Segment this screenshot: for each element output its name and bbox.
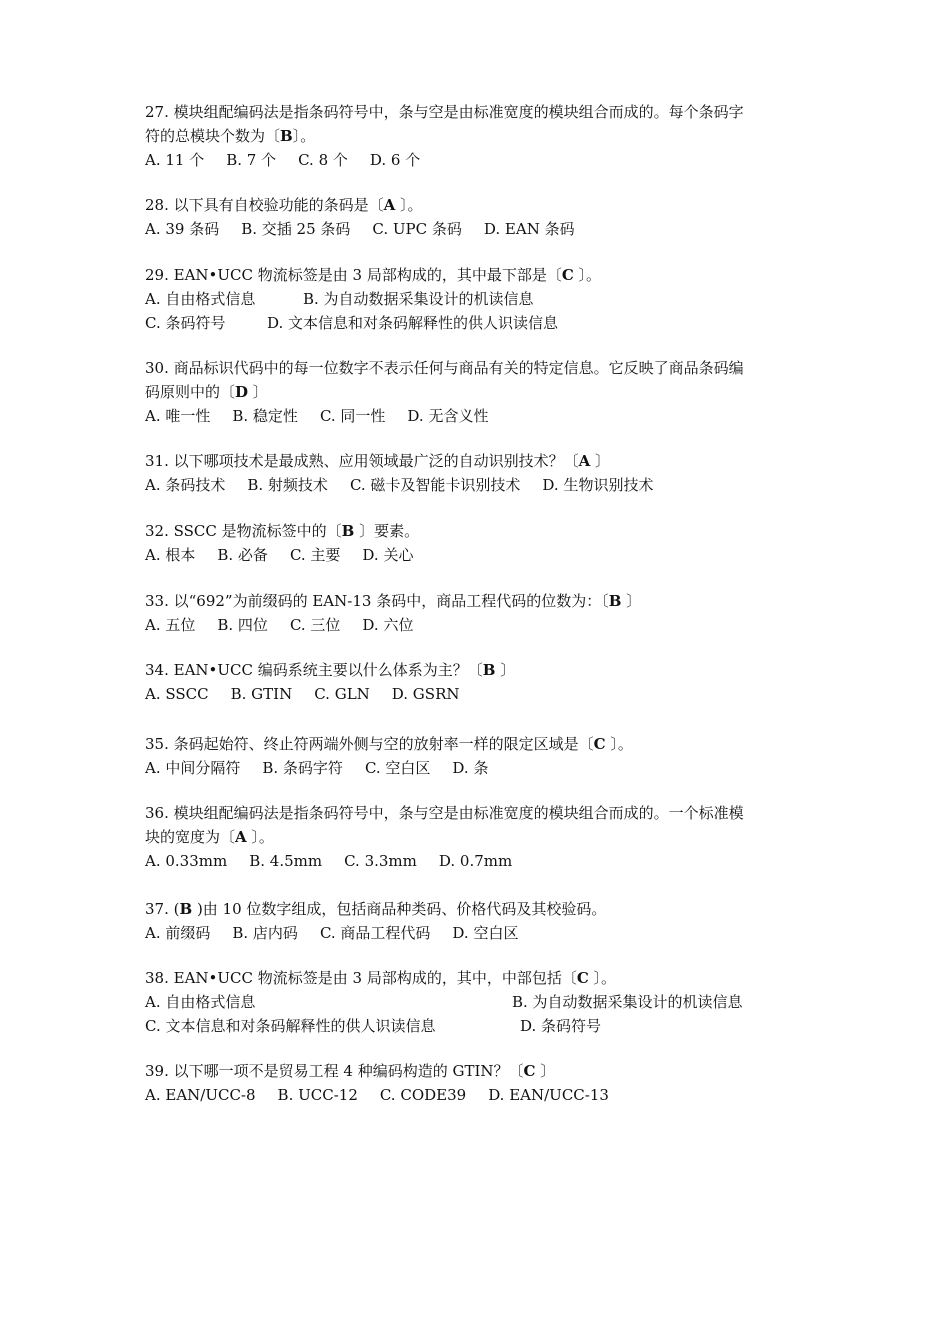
option-d: D. 0.7mm: [438, 852, 513, 870]
options-row: [145, 990, 815, 1014]
option-c: C. 主要: [289, 546, 341, 564]
option-a: A. 11 个: [145, 151, 205, 169]
option-a: A. SSCC: [145, 685, 209, 703]
option-b: B. 稳定性: [232, 407, 298, 425]
options-row: [145, 921, 815, 945]
question-stem-line: 34. EAN•UCC 编码系统主要以什么体系为主？〔B 〕: [145, 661, 516, 679]
option-a: A. 39 条码: [145, 220, 220, 238]
question-33: [145, 589, 815, 637]
options-row: [145, 473, 815, 497]
question-stem-line: 27. 模块组配编码法是指条码符号中，条与空是由标准宽度的模块组合而成的。每个条码字: [145, 103, 744, 121]
options-row: [145, 756, 815, 780]
answer-letter: B: [280, 127, 293, 145]
option-c: C. 同一性: [319, 407, 386, 425]
options-row: [145, 613, 815, 637]
document-page: [145, 0, 815, 1344]
option-b: B. 为自动数据采集设计的机读信息: [303, 290, 534, 308]
options-row: [145, 217, 815, 241]
option-c: C. 空白区: [364, 759, 431, 777]
answer-letter: B: [179, 900, 193, 918]
options-row: [145, 311, 815, 335]
option-c: C. 商品工程代码: [319, 924, 431, 942]
answer-letter: C: [523, 1062, 536, 1080]
option-c: C. 三位: [289, 616, 341, 634]
question-stem-line: 33. 以“692”为前缀码的 EAN-13 条码中，商品工程代码的位数为：〔B 〕: [145, 592, 642, 610]
option-d: D. 条码符号: [520, 1017, 602, 1035]
answer-letter: B: [608, 592, 622, 610]
question-28: [145, 193, 815, 241]
answer-letter: D: [235, 383, 249, 401]
question-39: [145, 1059, 815, 1107]
options-row: [145, 148, 815, 172]
answer-letter: B: [341, 522, 355, 540]
option-b: B. 交插 25 条码: [241, 220, 351, 238]
option-c: C. GLN: [314, 685, 370, 703]
question-stem-line: 28. 以下具有自校验功能的条码是〔A 〕。: [145, 196, 423, 214]
question-stem-line: 29. EAN•UCC 物流标签是由 3 局部构成的，其中最下部是〔C 〕。: [145, 266, 602, 284]
answer-letter: B: [482, 661, 496, 679]
option-c: C. 文本信息和对条码解释性的供人识读信息: [145, 1017, 436, 1035]
answer-letter: A: [383, 196, 396, 214]
option-d: D. 文本信息和对条码解释性的供人识读信息: [267, 314, 559, 332]
option-b: B. 4.5mm: [249, 852, 323, 870]
answer-letter: C: [576, 969, 589, 987]
options-row: [145, 404, 815, 428]
option-a: A. 五位: [145, 616, 196, 634]
option-b: B. 为自动数据采集设计的机读信息: [512, 993, 743, 1011]
answer-letter: C: [561, 266, 574, 284]
option-d: D. 关心: [362, 546, 414, 564]
option-d: D. 6 个: [369, 151, 421, 169]
option-b: B. 必备: [217, 546, 268, 564]
question-stem-line: 39. 以下哪一项不是贸易工程 4 种编码构造的 GTIN？〔C 〕: [145, 1062, 556, 1080]
question-stem-line: 符的总模块个数为〔B〕。: [145, 127, 316, 145]
option-d: D. 无含义性: [407, 407, 489, 425]
option-c: C. 8 个: [298, 151, 348, 169]
question-35: [145, 732, 815, 780]
question-stem-line: 38. EAN•UCC 物流标签是由 3 局部构成的，其中，中部包括〔C 〕。: [145, 969, 617, 987]
option-a: A. 中间分隔符: [145, 759, 241, 777]
option-c: C. 条码符号: [145, 314, 226, 332]
answer-letter: A: [578, 452, 591, 470]
options-row: [145, 849, 815, 873]
question-stem-line: 块的宽度为〔A 〕。: [145, 828, 274, 846]
option-a: A. 根本: [145, 546, 196, 564]
option-c: C. UPC 条码: [372, 220, 462, 238]
question-34: [145, 658, 815, 706]
options-row: [145, 1014, 815, 1038]
option-a: A. 0.33mm: [145, 852, 228, 870]
option-b: B. 射频技术: [247, 476, 328, 494]
option-b: B. UCC-12: [277, 1086, 358, 1104]
question-32: [145, 519, 815, 567]
options-row: [145, 287, 815, 311]
option-d: D. GSRN: [391, 685, 460, 703]
question-31: [145, 449, 815, 497]
option-d: D. 六位: [362, 616, 414, 634]
question-30: [145, 356, 815, 428]
option-c: C. 磁卡及智能卡识别技术: [349, 476, 521, 494]
question-stem-line: 36. 模块组配编码法是指条码符号中，条与空是由标准宽度的模块组合而成的。一个标准模: [145, 804, 744, 822]
options-row: [145, 1083, 815, 1107]
option-c: C. CODE39: [379, 1086, 467, 1104]
question-stem-line: 37. (B )由 10 位数字组成，包括商品种类码、价格代码及其校验码。: [145, 900, 607, 918]
option-b: B. 店内码: [232, 924, 298, 942]
answer-letter: A: [235, 828, 247, 846]
option-a: A. 前缀码: [145, 924, 211, 942]
option-d: D. 生物识别技术: [542, 476, 654, 494]
options-row: [145, 543, 815, 567]
option-d: D. EAN/UCC-13: [488, 1086, 609, 1104]
question-29: [145, 263, 815, 335]
option-b: B. 四位: [217, 616, 268, 634]
question-38: [145, 966, 815, 1038]
option-d: D. 空白区: [452, 924, 519, 942]
option-a: A. EAN/UCC-8: [145, 1086, 256, 1104]
question-stem-line: 码原则中的〔D 〕: [145, 383, 268, 401]
option-b: B. 7 个: [226, 151, 277, 169]
option-d: D. EAN 条码: [483, 220, 575, 238]
question-stem-line: 30. 商品标识代码中的每一位数字不表示任何与商品有关的特定信息。它反映了商品条码编: [145, 359, 744, 377]
answer-letter: C: [593, 735, 606, 753]
option-b: B. 条码字符: [262, 759, 343, 777]
option-a: A. 唯一性: [145, 407, 211, 425]
option-a: A. 条码技术: [145, 476, 226, 494]
question-stem-line: 31. 以下哪项技术是最成熟、应用领域最广泛的自动识别技术？〔A 〕: [145, 452, 611, 470]
option-a: A. 自由格式信息: [145, 290, 256, 308]
question-27: [145, 100, 815, 172]
question-stem-line: 32. SSCC 是物流标签中的〔B 〕要素。: [145, 522, 420, 540]
question-stem-line: 35. 条码起始符、终止符两端外侧与空的放射率一样的限定区域是〔C 〕。: [145, 735, 633, 753]
option-d: D. 条: [452, 759, 489, 777]
question-37: [145, 897, 815, 945]
option-c: C. 3.3mm: [344, 852, 417, 870]
options-row: [145, 682, 815, 706]
option-a: A. 自由格式信息: [145, 993, 256, 1011]
question-36: [145, 801, 815, 873]
option-b: B. GTIN: [230, 685, 293, 703]
